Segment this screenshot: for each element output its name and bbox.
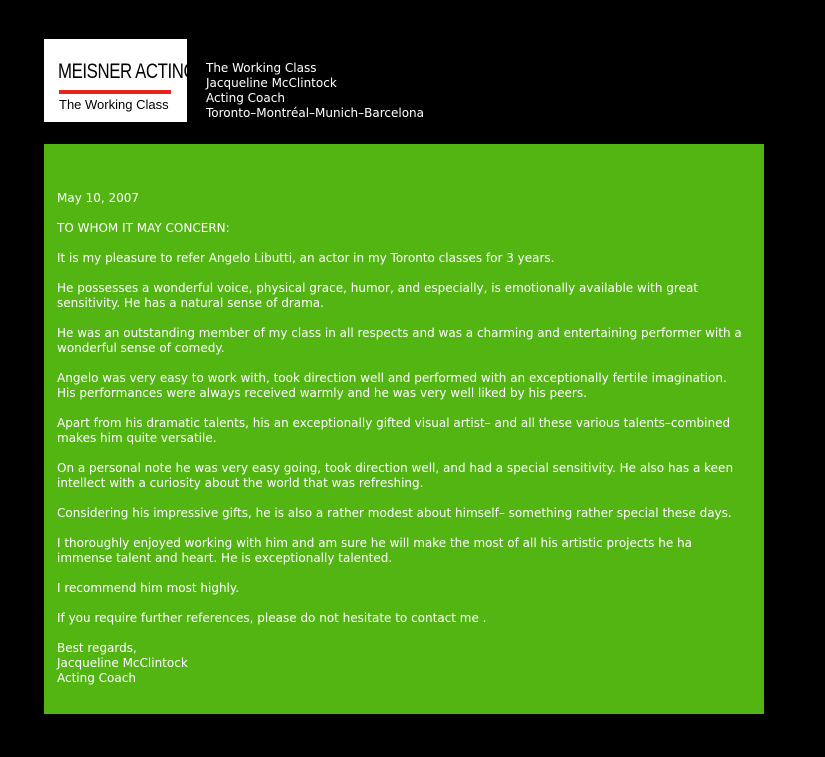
letter-paragraph: Angelo was very easy to work with, took direction well and performed with an exceptionally fertile imagination. His performances were always received warmly and he was very well liked by his peers. xyxy=(57,371,727,400)
logo-title: MEISNER ACTING xyxy=(58,60,197,83)
header-info xyxy=(206,61,424,121)
letter-paragraph: He possesses a wonderful voice, physical grace, humor, and especially, is emotionally available with great sensitivity. He has a natural sense of drama. xyxy=(57,281,699,310)
meisner-acting-logo xyxy=(44,39,197,122)
reference-letter xyxy=(44,144,764,714)
letter-body xyxy=(57,191,747,686)
header-line-name: Jacqueline McClintock xyxy=(206,76,337,90)
letter-paragraph: I recommend him most highly. xyxy=(57,581,240,595)
letter-date: May 10, 2007 xyxy=(57,191,140,205)
logo-subtitle: The Working Class xyxy=(59,97,169,112)
letter-closing: Best regards, xyxy=(57,641,137,655)
signature-name: Jacqueline McClintock xyxy=(57,656,188,670)
letter-paragraph: I thoroughly enjoyed working with him and am sure he will make the most of all his artistic projects he ha immense talent and heart. He is exceptionally talented. xyxy=(57,536,693,565)
letter-paragraph: If you require further references, please do not hesitate to contact me . xyxy=(57,611,487,625)
header-line-cities: Toronto–Montréal–Munich–Barcelona xyxy=(206,106,425,120)
header-line-class: The Working Class xyxy=(206,61,317,75)
letter-paragraph: He was an outstanding member of my class in all respects and was a charming and entertaining performer with a wonderful sense of comedy. xyxy=(57,326,742,355)
header-line-role: Acting Coach xyxy=(206,91,285,105)
logo-red-bar xyxy=(59,90,171,94)
letter-paragraph: Apart from his dramatic talents, his an exceptionally gifted visual artist– and all these various talents–combined makes him quite versatile. xyxy=(57,416,731,445)
letter-paragraph: It is my pleasure to refer Angelo Libutti, an actor in my Toronto classes for 3 years. xyxy=(57,251,555,265)
letter-paragraph: On a personal note he was very easy going, took direction well, and had a special sensitivity. He also has a keen intellect with a curiosity about the world that was refreshing. xyxy=(57,461,734,490)
signature-title: Acting Coach xyxy=(57,671,136,685)
letter-signature xyxy=(57,641,747,686)
letter-salutation: TO WHOM IT MAY CONCERN: xyxy=(57,221,230,235)
letter-paragraph: Considering his impressive gifts, he is also a rather modest about himself– something rather special these days. xyxy=(57,506,732,520)
